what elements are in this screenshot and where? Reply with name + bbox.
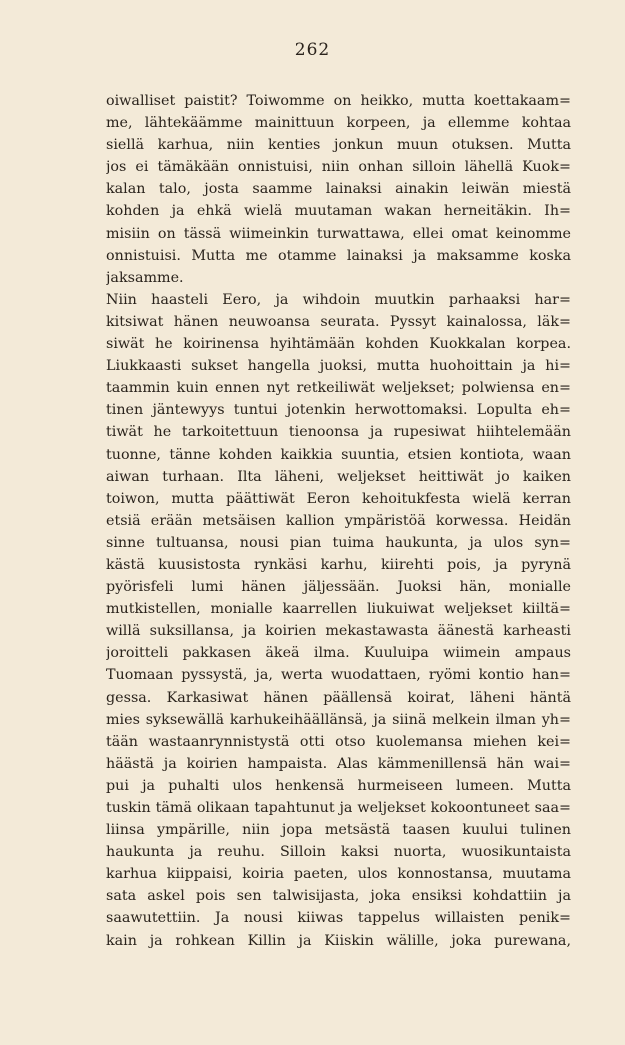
text-line: oiwalliset paistit? Toiwomme on heikko, mutta koettakaam= bbox=[106, 93, 571, 109]
text-line: sata askel pois sen talwisijasta, joka ensiksi kohdattiin ja bbox=[106, 888, 571, 905]
text-line: joroitteli pakkasen äkeä ilma. Kuuluipa wiimein ampaus bbox=[106, 645, 571, 662]
text-line: onnistuisi. Mutta me otamme lainaksi ja maksamme koska bbox=[106, 247, 571, 264]
text-line: häästä ja koirien hampaista. Alas kämmenillensä hän wai= bbox=[106, 755, 571, 772]
text-line: kohden ja ehkä wielä muutaman wakan herneitäkin. Ih= bbox=[106, 203, 571, 220]
text-line: me, lähtekäämme mainittuun korpeen, ja ellemme kohtaa bbox=[106, 115, 571, 132]
text-line: tinen jäntewyys tuntui jotenkin herwottomaksi. Lopulta eh= bbox=[106, 402, 571, 419]
text-line: mutkistellen, monialle kaarrellen liukuiwat weljekset kiiltä= bbox=[106, 601, 571, 618]
text-line: tuonne, tänne kohden kaikkia suuntia, etsien kontiota, waan bbox=[106, 446, 571, 463]
text-line: siellä karhua, niin kenties jonkun muun otuksen. Mutta bbox=[106, 137, 571, 154]
text-line: etsiä erään metsäisen kallion ympäristöä korwessa. Heidän bbox=[106, 512, 571, 529]
text-line: gessa. Karkasiwat hänen päällensä koirat, läheni häntä bbox=[106, 689, 571, 706]
text-line: jos ei tämäkään onnistuisi, niin onhan silloin lähellä Kuok= bbox=[106, 159, 571, 176]
text-line: haukunta ja reuhu. Silloin kaksi nuorta, wuosikuntaista bbox=[106, 844, 571, 861]
text-line: toiwon, mutta päättiwät Eeron kehoitukfesta wielä kerran bbox=[106, 490, 571, 507]
text-line: mies syksewällä karhukeihäällänsä, ja siinä melkein ilman yh= bbox=[106, 711, 571, 728]
text-line: pyörisfeli lumi hänen jäljessään. Juoksi hän, monialle bbox=[106, 579, 571, 596]
text-line: saawutettiin. Ja nousi kiiwas tappelus willaisten penik= bbox=[106, 910, 571, 927]
page-number: 262 bbox=[294, 40, 331, 60]
text-line: tuskin tämä olikaan tapahtunut ja weljekset kokoontuneet saa= bbox=[106, 800, 571, 816]
text-line: willä suksillansa, ja koirien mekastawasta äänestä karheasti bbox=[106, 623, 571, 640]
text-line: Tuomaan pyssystä, ja, werta wuodattaen, ryömi kontio han= bbox=[106, 667, 571, 684]
text-line: karhua kiippaisi, koiria paeten, ulos konnostansa, muutama bbox=[106, 866, 571, 883]
text-line: kitsiwat hänen neuwoansa seurata. Pyssyt kainalossa, läk= bbox=[106, 313, 571, 330]
text-line: siwät he koirinensa hyihtämään kohden Kuokkalan korpea. bbox=[106, 336, 571, 353]
text-line: pui ja puhalti ulos henkensä hurmeiseen lumeen. Mutta bbox=[106, 777, 571, 794]
text-line: sinne tultuansa, nousi pian tuima haukunta, ja ulos syn= bbox=[106, 534, 571, 551]
text-line: liinsa ympärille, niin jopa metsästä taasen kuului tulinen bbox=[106, 822, 571, 839]
body-text bbox=[106, 90, 571, 952]
text-line: aiwan turhaan. Ilta läheni, weljekset heittiwät jo kaiken bbox=[106, 468, 571, 485]
text-line: tään wastaanrynnistystä otti otso kuolemansa miehen kei= bbox=[106, 733, 571, 750]
text-line: Liukkaasti sukset hangella juoksi, mutta huohoittain ja hi= bbox=[106, 358, 571, 375]
text-line: kain ja rohkean Killin ja Kiiskin wälille, joka purewana, bbox=[106, 932, 571, 949]
text-line: Niin haasteli Eero, ja wihdoin muutkin parhaaksi har= bbox=[106, 291, 571, 308]
text-line: kästä kuusistosta rynkäsi karhu, kiirehti pois, ja pyrynä bbox=[106, 556, 571, 573]
text-line: misiin on tässä wiimeinkin turwattawa, ellei omat keinomme bbox=[106, 225, 571, 242]
text-line: tiwät he tarkoitettuun tienoonsa ja rupesiwat hiihtelemään bbox=[106, 424, 571, 441]
text-line: jaksamme. bbox=[106, 269, 184, 286]
text-line: taammin kuin ennen nyt retkeiliwät weljekset; polwiensa en= bbox=[106, 380, 571, 397]
text-line: kalan talo, josta saamme lainaksi ainakin leiwän miestä bbox=[106, 181, 571, 198]
